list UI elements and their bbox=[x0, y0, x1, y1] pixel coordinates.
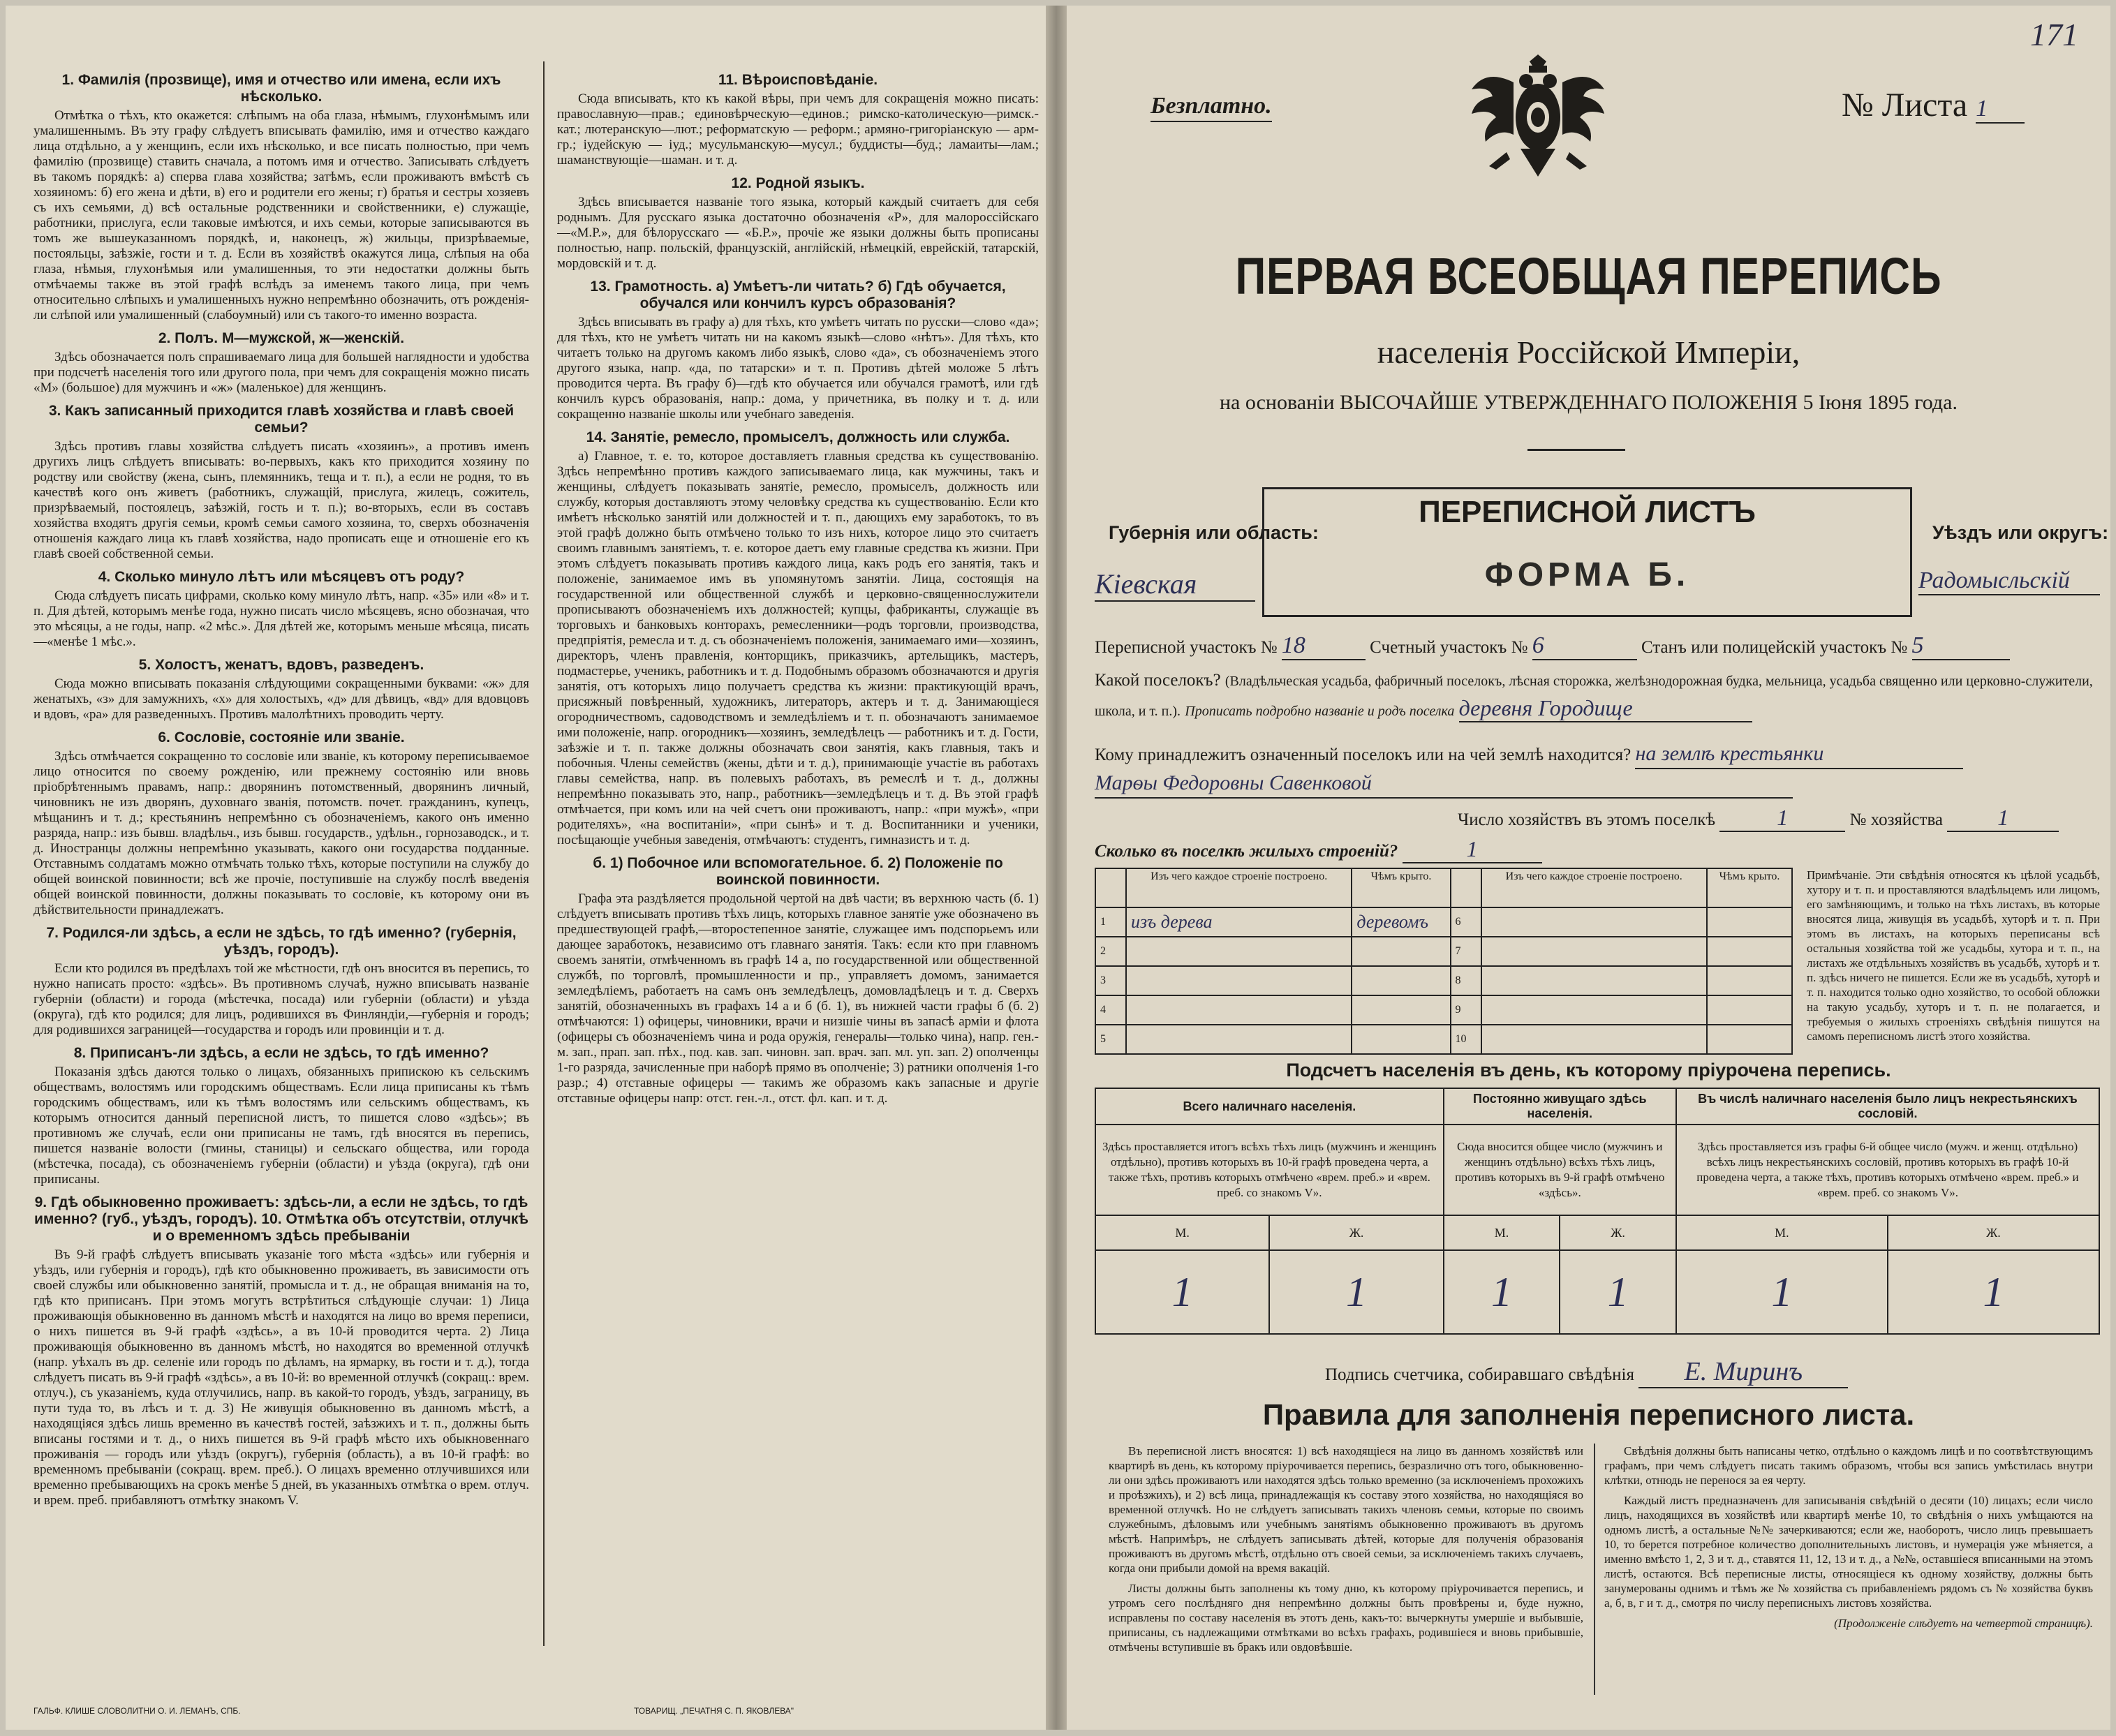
building-roof-cell[interactable] bbox=[1707, 1025, 1792, 1054]
building-roof-cell[interactable] bbox=[1352, 995, 1450, 1025]
households-count-label: Число хозяйствъ въ этомъ поселкѣ bbox=[1458, 810, 1716, 829]
instruction-section bbox=[557, 175, 1039, 272]
present-population-header: Всего наличнаго населенія. bbox=[1095, 1088, 1444, 1125]
guberniya-field[interactable]: Кіевская bbox=[1095, 567, 1255, 602]
table-row: 4 9 bbox=[1095, 995, 1792, 1025]
instruction-text: Здѣсь обозначается полъ спрашиваемаго лица для большей наглядности и удобства при подсчетѣ населенія того или другого пола, при чемъ для сокращенія можно писать «М» (большое) для мужчинъ и «ж» (маленькое) для женщинъ. bbox=[34, 350, 529, 395]
table-row: 3 8 bbox=[1095, 966, 1792, 995]
imperial-eagle-icon bbox=[1465, 47, 1611, 187]
building-material-cell[interactable] bbox=[1481, 937, 1707, 966]
archive-folio-number: 171 bbox=[2030, 17, 2078, 52]
settlement-field[interactable]: деревня Городище bbox=[1459, 695, 1752, 722]
instruction-heading: 11. Вѣроисповѣданіе. bbox=[718, 72, 878, 88]
instruction-section bbox=[557, 279, 1039, 422]
built-of-header-2: Изъ чего каждое строеніе построено. bbox=[1481, 868, 1707, 907]
population-count-table bbox=[1095, 1088, 2100, 1335]
counting-district-field[interactable]: 6 bbox=[1532, 632, 1637, 660]
title-divider bbox=[1527, 449, 1625, 451]
rules-column-2 bbox=[1604, 1444, 2093, 1709]
instruction-text: Отмѣтка о тѣхъ, кто окажется: слѣпымъ на оба глаза, нѣмымъ, глухонѣмымъ или умалишеннымъ. Въ эту графу слѣдуетъ вписывать фамилію, имя и отчество каждаго лица отдѣльно, а у женщинъ, если ихъ нѣсколько, и все писать полностью, при чемъ фамилію (прозвище) ставить сначала, а потомъ имя и отчество. Записывать слѣдуетъ въ такомъ порядкѣ: а) сперва глава хозяйства; затѣмъ, если проживаютъ вмѣстѣ съ хозяиномъ: б) его жена и дѣти, в) его и родители его жены; г) братья и сестры хозяевъ съ ихъ семьями, д) всѣ остальные родственники и свойственники, е) служащіе, работники, прислуга, если таковые имѣются, и ихъ семьи, которые записываются въ томъ же вышеуказанномъ порядкѣ, и, наконецъ, ж) жильцы, призрѣваемые, постояльцы, заѣзжіе, гости и т. д. Если въ хозяйствѣ окажутся лица, слѣпыя на оба глаза, нѣмыя, глухонѣмыя или умалишенныя, то эти недостатки должны быть отмѣчаемы также въ этой графѣ вслѣдъ за именемъ такого лица, при чемъ относительно слѣпыхъ и умалишенныхъ нужно непремѣнно обозначить, отъ рожденія-ли слѣпой или умалишенный (слабоумный) или съ такого-то именно возраста. bbox=[34, 108, 529, 322]
instruction-text: Здѣсь вписывать въ графу а) для тѣхъ, кто умѣетъ читать по русски—слово «да»; для тѣхъ, кто не умѣетъ читать ни на какомъ языкѣ—слово «нѣтъ». Для тѣхъ, кто читаетъ только на другомъ какомъ либо языкѣ, слово «да», съ обозначеніемъ этого другого языка, напр. «да, по татарски» и т. п. Противъ дѣтей моложе 5 лѣтъ проводится черта. Въ графу б)—гдѣ кто обучается или обучался грамотѣ, или гдѣ кончилъ курсъ образованія, напр.: дома, у причетника, въ полку и т. д. или сокращенно названіе школы или учебнаго заведенія. bbox=[557, 315, 1039, 422]
instruction-heading: 5. Холостъ, женатъ, вдовъ, разведенъ. bbox=[138, 657, 424, 673]
instruction-section bbox=[34, 72, 529, 323]
instruction-text: Показанія здѣсь даются только о лицахъ, обязанныхъ припискою къ сельскимъ обществамъ, волостямъ или городскимъ обществамъ. Если лица приписаны къ тѣмъ городскимъ обществамъ, или къ тѣмъ волостямъ или сельскимъ обществамъ, къ которымъ относится данный переписной листъ, то пишется слово «здѣсь»; въ противномъ же случаѣ, если они приписаны не тамъ, гдѣ вносятся въ перепись, пишется названіе волости (гмины, станицы) и сельскаго общества, или города (мѣстечка, посада), съ обозначеніемъ губерніи (области) и уѣзда (округа), гдѣ они приписаны. bbox=[34, 1064, 529, 1187]
census-district-field[interactable]: 18 bbox=[1282, 632, 1366, 660]
male-label: М. bbox=[1444, 1215, 1560, 1250]
permanent-female-field[interactable]: 1 bbox=[1560, 1250, 1676, 1334]
instruction-section bbox=[34, 330, 529, 396]
male-label: М. bbox=[1095, 1215, 1269, 1250]
instruction-text: Сюда можно вписывать показанія слѣдующими сокращенными буквами: «ж» для женатыхъ, «з» для замужнихъ, «х» для холостыхъ, «д» для дѣвицъ, «вд» для вдовцовъ и вдовъ, «ра» для разведенныхъ. Противъ малолѣтнихъ проводить черту. bbox=[34, 676, 529, 722]
permanent-population-desc: Сюда вносится общее число (мужчинъ и женщинъ отдѣльно) всѣхъ тѣхъ лицъ, противъ которыхъ въ 9-й графѣ отмѣчено «здѣсь». bbox=[1444, 1125, 1676, 1215]
instruction-section bbox=[34, 1045, 529, 1187]
signature-label: Подпись счетчика, собиравшаго свѣдѣнія bbox=[1325, 1365, 1634, 1384]
buildings-row bbox=[1095, 836, 1723, 863]
counting-district-label: Счетный участокъ № bbox=[1370, 638, 1528, 657]
instruction-heading: б. 1) Побочное или вспомогательное. б. 2) Положеніе по воинской повинности. bbox=[593, 855, 1003, 888]
instruction-section bbox=[34, 403, 529, 562]
rules-column-1 bbox=[1109, 1444, 1583, 1709]
building-material-cell[interactable] bbox=[1126, 966, 1352, 995]
instruction-text: Сюда вписывать, кто къ какой вѣры, при чемъ для сокращенія можно писать: православную—прав.; единовѣрческую—единов.; римско-католическую—римск.-кат.; лютеранскую—лют.; реформатскую — реформ.; армяно-григоріанскую — арм-гр.; іудейскую — іуд.; мусульманскую—мусул.; буддисты—буд.; ламаиты—лам.; шаманствующіе—шаман. и т. д. bbox=[557, 91, 1039, 168]
enumerator-signature-row bbox=[1325, 1356, 1848, 1388]
building-roof-cell[interactable] bbox=[1352, 966, 1450, 995]
book-spine bbox=[1046, 6, 1067, 1730]
free-of-charge-label: Безплатно. bbox=[1151, 93, 1272, 122]
column-divider bbox=[543, 61, 545, 1646]
instruction-heading: 8. Приписанъ-ли здѣсь, а если не здѣсь, то гдѣ именно? bbox=[73, 1045, 489, 1061]
building-roof-cell[interactable] bbox=[1707, 995, 1792, 1025]
settlement-label: Какой поселокъ? bbox=[1095, 671, 1221, 690]
instruction-section bbox=[34, 729, 529, 918]
buildings-count-label: Сколько въ поселкѣ жилыхъ строеній? bbox=[1095, 842, 1398, 861]
right-page bbox=[1067, 6, 2110, 1730]
instruction-heading: 3. Какъ записанный приходится главѣ хозяйства и главѣ своей семьи? bbox=[48, 403, 515, 436]
police-district-label: Станъ или полицейскій участокъ № bbox=[1641, 638, 1908, 657]
police-district-field[interactable]: 5 bbox=[1912, 632, 2010, 660]
present-male-field[interactable]: 1 bbox=[1095, 1250, 1269, 1334]
households-row bbox=[1458, 805, 2100, 832]
uezd-label: Уѣздъ или округъ: bbox=[1932, 522, 2109, 543]
present-population-desc: Здѣсь проставляется итогъ всѣхъ тѣхъ лицъ (мужчинъ и женщинъ отдѣльно), противъ которыхъ въ 10-й графѣ проведена черта, а также тѣхъ, противъ которыхъ отмѣчено «врем. преб.» и «врем. преб. со знакомъ V». bbox=[1095, 1125, 1444, 1215]
permanent-male-field[interactable]: 1 bbox=[1444, 1250, 1560, 1334]
instruction-section bbox=[34, 1194, 529, 1508]
household-number-label: № хозяйства bbox=[1849, 810, 1944, 829]
roofed-with-header: Чѣмъ крыто. bbox=[1352, 868, 1450, 907]
rules-divider bbox=[1594, 1444, 1595, 1695]
form-title: ПЕРЕПИСНОЙ ЛИСТЪ bbox=[1419, 495, 1756, 529]
building-material-cell[interactable] bbox=[1126, 995, 1352, 1025]
census-subtitle: населенія Россійской Имперіи, bbox=[1377, 334, 1800, 370]
form-title-box bbox=[1262, 487, 1912, 617]
owner-row bbox=[1095, 740, 2100, 799]
instruction-text: а) Главное, т. е. то, которое доставляетъ главныя средства къ существованію. Здѣсь непремѣнно противъ каждого записываемаго лица, как мужчины, такъ и женщины, слѣдуетъ показывать занятіе, ремесло, промыселъ, должность или службу, которыя доставляютъ этому человѣку средства къ существованію. Если кто имѣетъ нѣсколько занятій или должностей и т. п., дающихъ ему заработокъ, то въ этой графѣ должно быть отмѣчено только то изъ нихъ, которое лицо это считаетъ своимъ главнымъ занятіемъ, т. е. которое даетъ ему главные средства къ жизни. При этомъ слѣдуетъ показывать противъ каждого лица, какъ родъ его занятія, такъ и положеніе, занимаемое имъ въ упомянутомъ занятіи. Лица, состоящія на государственной или общественной службѣ и церковно-священнослужители прописываютъ обозначеніемъ ихъ должностей; купцы, фабриканты, служащіе въ торговыхъ и банковыхъ конторахъ, ремесленники—родъ торговли, производства, предпріятія, ремесла и т. д. съ обозначеніемъ положенія, занимаемаго ими—хозяинъ, директоръ, членъ правленія, конторщикъ, приказчикъ, артельщикъ, мастеръ, подмастерье, ученикъ, работникъ и т. д. Подобнымъ образомъ обозначаются и другія занятія, отъ которыхъ лицо получаетъ средства къ жизни: практикующій врачъ, присяжный повѣренный, художникъ, литераторъ, актеръ и т. д. Занимающіеся огородничествомъ, садоводствомъ и земледѣліемъ и т. п. обозначаютъ занимаемое ими положеніе, напр. огородникъ—хозяинъ, земледѣлецъ — работникъ и т. д. Гости, заѣзжіе и т. п. также должны обозначать свои занятія, какъ главныя, такъ и побочныя. Члены семействъ (жены, дѣти и т. д.), принимающіе участіе въ работахъ главы семейства, напр. въ полевыхъ работахъ, въ ремеслѣ и т. д., должны непремѣнно показывать это, напр., работникъ—земледѣлецъ и т. д. Въ этой графѣ отмѣчается, при комъ или на чей счетъ они проживаютъ, напр.: «при мужѣ», «при родителяхъ», «на воспитаніи», «при сынѣ» и т. д. Воспитанники и ученики, посѣщающіе учебныя заведенія, отмѣчаютъ: студентъ, гимназистъ и т. д. bbox=[557, 449, 1039, 847]
table-row: 1 изъ дерева деревомъ 6 bbox=[1095, 907, 1792, 937]
continuation-note: (Продолженіе слѣдуетъ на четвертой страницѣ). bbox=[1834, 1617, 2093, 1630]
instruction-section bbox=[34, 569, 529, 650]
rule-paragraph: Свѣдѣнія должны быть написаны четко, отдѣльно о каждомъ лицѣ и по соотвѣтствующимъ графамъ, при чемъ слѣдуетъ писать такимъ образомъ, чтобы вся запись умѣстилась внутри клѣтки, отнюдь не перенося за ея черту. bbox=[1604, 1444, 2093, 1487]
owner-field-line-2[interactable]: Марѳы Федоровны Савенковой bbox=[1095, 769, 1793, 799]
settlement-hint-2: Прописать подробно названіе и родъ поселка bbox=[1185, 704, 1455, 719]
roofed-with-header-2: Чѣмъ крыто. bbox=[1707, 868, 1792, 907]
instruction-heading: 7. Родился-ли здѣсь, а если не здѣсь, то гдѣ именно? (губернія, уѣздъ, городъ). bbox=[46, 925, 517, 958]
sheet-number-value[interactable]: 1 bbox=[1976, 96, 2025, 124]
rule-paragraph: Листы должны быть заполнены къ тому дню, къ которому пріурочивается перепись, и утромъ сего послѣдняго дня непремѣнно должны быть провѣрены и, буде нужно, исправлены по составу населенія въ этотъ день, какъ-то: вычеркнуты умершіе и выбывшіе, приписаны, съ надлежащими отмѣтками во всѣхъ графахъ, родившіеся и вновь прибывшіе, отмѣчены вступившіе въ бракъ или овдовѣвшіе. bbox=[1109, 1582, 1583, 1654]
non-peasant-population-header: Въ числѣ наличнаго населенія было лицъ некрестьянскихъ сословій. bbox=[1676, 1088, 2099, 1125]
rule-paragraph: Въ переписной листъ вносятся: 1) всѣ находящіеся на лицо въ данномъ хозяйствѣ или квартирѣ въ день, къ которому пріурочивается перепись, безразлично отъ того, обыкновенно-ли они здѣсь проживаютъ или находятся здѣсь только временно (за исключеніемъ прохожихъ и проѣзжихъ), и 2) всѣ лица, принадлежащія къ составу этого хозяйства, но находящіяся во временной отлучкѣ. Но не слѣдуетъ записывать такихъ членовъ семьи, которые по своимъ служебнымъ, дѣловымъ или учебнымъ занятіямъ обыкновенно проживаютъ въ другомъ мѣстѣ. Напримѣръ, не слѣдуетъ записывать дѣтей, которые для полученія образованія проживаютъ въ другомъ мѣстѣ, отдѣльно отъ своей семьи, за исключеніемъ такихъ случаевъ, когда они прибыли домой на время вакацій. bbox=[1109, 1444, 1583, 1575]
uezd-field[interactable]: Радомысльскій bbox=[1918, 567, 2100, 595]
building-roof-cell[interactable]: деревомъ bbox=[1352, 907, 1450, 937]
population-count-title: Подсчетъ населенія въ день, къ которому пріурочена перепись. bbox=[1286, 1060, 1891, 1081]
building-material-cell[interactable] bbox=[1481, 907, 1707, 937]
owner-field[interactable]: на землѣ крестьянки bbox=[1635, 740, 1963, 769]
buildings-table bbox=[1095, 868, 1793, 1055]
permanent-population-header: Постоянно живущаго здѣсь населенія. bbox=[1444, 1088, 1676, 1125]
printer-credit-right: ТОВАРИЩ. „ПЕЧАТНЯ С. П. ЯКОВЛЕВА" bbox=[634, 1706, 794, 1716]
non-peasant-population-desc: Здѣсь проставляется изъ графы 6-й общее число (мужч. и женщ. отдѣльно) всѣхъ лицъ некрестьянскихъ сословій, противъ которыхъ въ графѣ 10-й проведена черта, а также тѣхъ, противъ которыхъ отмѣчено «врем. преб.» и «врем. преб. со знакомъ V». bbox=[1676, 1125, 2099, 1215]
table-row: 2 7 bbox=[1095, 937, 1792, 966]
household-number-field[interactable]: 1 bbox=[1947, 805, 2059, 832]
building-material-cell[interactable] bbox=[1481, 1025, 1707, 1054]
instruction-section bbox=[557, 429, 1039, 848]
settlement-row bbox=[1095, 667, 2100, 725]
building-material-cell[interactable]: изъ дерева bbox=[1126, 907, 1352, 937]
instruction-heading: 13. Грамотность. а) Умѣетъ-ли читать? б) Гдѣ обучается, обучался или кончилъ курсъ образованія? bbox=[590, 279, 1006, 311]
district-numbers-row bbox=[1095, 632, 2100, 660]
instruction-section bbox=[34, 925, 529, 1038]
instruction-heading: 9. Гдѣ обыкновенно проживаетъ: здѣсь-ли, а если не здѣсь, то гдѣ именно? (губ., уѣздъ, городъ). 10. Отмѣтка объ отсутствіи, отлучкѣ и о временномъ здѣсь пребываніи bbox=[34, 1194, 529, 1244]
instruction-section bbox=[34, 657, 529, 722]
rule-paragraph: Каждый листъ предназначенъ для записыванія свѣдѣній о десяти (10) лицахъ; если число лицъ, находящихся въ хозяйствѣ или квартирѣ менѣе 10, то свѣдѣнія о нихъ умѣщаются на одномъ листѣ, а остальные №№ зачеркиваются; если же, наоборотъ, число лицъ превышаетъ 10, то берется потребное количество дополнительныхъ листовъ, и нумерація уже мѣняется, а именно вмѣсто 1, 2, 3 и т. д., ставятся 11, 12, 13 и т. д., а №№, оставшіеся вписанными на этомъ листѣ, остаются. Всѣ переписные листы, относящіеся къ одному хозяйству, должны быть занумерованы однимъ и тѣмъ же № хозяйства съ прибавленіемъ рядомъ съ № хозяйства буквъ а, б, в, г и т. д., смотря по числу переписныхъ листовъ хозяйства. bbox=[1604, 1494, 2093, 1610]
instruction-text: Здѣсь отмѣчается сокращенно то сословіе или званіе, къ которому переписываемое лицо относится по своему рожденію, или прежнему состоянію или вновь пріобрѣтеннымъ правамъ, напр.: дворянинъ потомственный, дворянинъ личный, чиновникъ не изъ дворянъ, духовнаго званія, потомств. почет. гражданинъ, купецъ, мѣщанинъ и т. д.; крестьянинъ непремѣнно съ обозначеніемъ, какого онъ именно разряда, напр.: изъ бывш. владѣльч., изъ бывш. государств., удѣльн., горнозаводск., и т. д. Иностранцы должны непремѣнно указывать, какого они государства подданные. Отставнымъ солдатамъ можно отмѣчать только тѣхъ, которые поступили на службу до общей воинской повинности; всѣ же прочіе, поступившіе на службу послѣ введенія общей воинской повинности, должны показывать то сословіе, къ которому они въ дѣйствительности принадлежатъ. bbox=[34, 749, 529, 917]
printer-credit-left: ГАЛЬФ. КЛИШЕ СЛОВОЛИТНИ О. И. ЛЕМАНЪ, СПБ. bbox=[34, 1706, 241, 1716]
buildings-count-field[interactable]: 1 bbox=[1403, 836, 1542, 863]
instruction-section bbox=[557, 72, 1039, 168]
female-label: Ж. bbox=[1888, 1215, 2099, 1250]
census-sheet bbox=[6, 6, 2110, 1730]
non-peasant-male-field[interactable]: 1 bbox=[1676, 1250, 1888, 1334]
building-material-cell[interactable] bbox=[1126, 937, 1352, 966]
instruction-heading: 12. Родной языкъ. bbox=[731, 175, 865, 191]
instruction-heading: 4. Сколько минуло лѣтъ или мѣсяцевъ отъ роду? bbox=[98, 569, 465, 585]
building-roof-cell[interactable] bbox=[1707, 907, 1792, 937]
form-subtitle: ФОРМА Б. bbox=[1484, 556, 1690, 593]
building-material-cell[interactable] bbox=[1481, 995, 1707, 1025]
female-label: Ж. bbox=[1560, 1215, 1676, 1250]
instruction-text: Графа эта раздѣляется продольной чертой на двѣ части; въ верхнюю часть (б. 1) слѣдуетъ вписывать противъ тѣхъ лицъ, которыхъ главное занятіе уже обозначено въ предшествующей графѣ,—второстепенное занятіе, служащее имъ подспорьемъ или дающее заработокъ, независимо отъ главнаго занятія. Такъ: если кто при главномъ своемъ занятіи, отмѣченномъ въ графѣ 14 а, по государственной или общественной службѣ, по торговлѣ, промышленности и пр., управляетъ домомъ, занимается земледѣліемъ, работаетъ на самъ онъ земледѣлецъ, домовладѣлецъ и т. д. Сверхъ занятій, обозначенныхъ въ графахъ 14 а и б (б. 1), въ нижней части графы б (б. 2) отмѣчаются: 1) офицеры, чиновники, врачи и низшіе чины въ запасѣ арміи и флота (офицеры съ обозначеніемъ чина и рода оружія, генералы—только чина), напр. ген.-м. зап., прап. зап. пѣх., под. кав. зап. чиновн. зап. врач. зап. мл. уп. зап. 2) ополченцы 1-го разряда, зачисленные при наборѣ прямо въ ополченіе; 3) ратники ополченія 1-го разр.; 4) отставные офицеры — такимъ же образомъ какъ запасные и другіе отставные офицеры напр: отст. ген.-л., отст. фл. кап. и т. д. bbox=[557, 891, 1039, 1106]
instruction-heading: 6. Сословіе, состояніе или званіе. bbox=[158, 729, 405, 745]
households-count-field[interactable]: 1 bbox=[1719, 805, 1845, 832]
building-roof-cell[interactable] bbox=[1707, 937, 1792, 966]
building-material-cell[interactable] bbox=[1481, 966, 1707, 995]
male-label: М. bbox=[1676, 1215, 1888, 1250]
owner-label: Кому принадлежитъ означенный поселокъ или на чей землѣ находится? bbox=[1095, 745, 1632, 764]
instruction-section bbox=[557, 855, 1039, 1106]
settlement-hint: (Владѣльческая усадьба, фабричный поселокъ, лѣсная сторожка, желѣзнодорожная будка, мельница, усадьба священно или церковно-служители, школа, и т. п.). bbox=[1095, 674, 2093, 719]
present-female-field[interactable]: 1 bbox=[1269, 1250, 1443, 1334]
building-roof-cell[interactable] bbox=[1707, 966, 1792, 995]
guberniya-label: Губернія или область: bbox=[1109, 522, 1319, 543]
instruction-text: Если кто родился въ предѣлахъ той же мѣстности, гдѣ онъ вносится въ перепись, то нужно написать просто: «здѣсь». Въ противномъ случаѣ, нужно вписывать названіе губерніи (области) и города (мѣстечка, посада) или губерніи (области) и уѣзда (округа), гдѣ кто родился; для лицъ, родившихся въ Финляндіи,—губернія и городъ; для родившихся заграницей—государства и городъ или провинціи и т. д. bbox=[34, 961, 529, 1037]
table-row: 5 10 bbox=[1095, 1025, 1792, 1054]
building-roof-cell[interactable] bbox=[1352, 937, 1450, 966]
sheet-number bbox=[1842, 86, 2025, 124]
instruction-text: Сюда слѣдуетъ писать цифрами, сколько кому минуло лѣтъ, напр. «35» или «8» и т. п. Для дѣтей, которымъ менѣе года, нужно писать число мѣсяцевъ, ясно обозначая, что это мѣсяцы, а не годы, напр. «2 мѣс.». Для дѣтей же, которымъ меньше мѣсяца, писать—«менѣе 1 мѣс.». bbox=[34, 588, 529, 649]
instruction-text: Здѣсь вписывается названіе того языка, который каждый считаетъ для себя роднымъ. Для русскаго языка достаточно обозначенія «Р», для малороссійскаго—«М.Р.», для бѣлорусскаго — «Б.Р.», прочіе же языки должны быть прописаны полностью, напр. польскій, французскій, англійскій, нѣмецкій, еврейскій, татарскій, мордовскій и т. д. bbox=[557, 195, 1039, 271]
left-page bbox=[6, 6, 1046, 1730]
rules-title: Правила для заполненія переписного листа. bbox=[1262, 1398, 1915, 1431]
instruction-heading: 2. Полъ. М—мужской, ж—женскій. bbox=[158, 330, 405, 346]
census-district-label: Переписной участокъ № bbox=[1095, 638, 1278, 657]
signature-field[interactable]: Е. Миринъ bbox=[1638, 1356, 1848, 1388]
female-label: Ж. bbox=[1269, 1215, 1443, 1250]
note-text: Примѣчаніе. Эти свѣдѣнія относятся къ цѣлой усадьбѣ, хутору и т. п. и проставляются владѣльцемъ или лицомъ, его замѣняющимъ, и только на тѣхъ листахъ, въ которые вносятся лица, живущія въ усадьбѣ, хуторѣ и т. п. При этомъ въ листахъ, на которыхъ переписаны всѣ остальныя хозяйства той же усадьбы, хутора и т. п., на листахъ же отдѣльныхъ хозяйствъ въ усадьбѣ, хуторѣ и т. п. здѣсь ничего не пишется. Если же въ усадьбѣ, хуторѣ и т. п. находится только одно хозяйство, то особой обложки на такую усадьбу, хуторъ и т. п. не полагается, и требуемыя о жилыхъ строеніяхъ свѣдѣнія пишутся на самомъ переписномъ листѣ этого хозяйства. bbox=[1807, 868, 2100, 1043]
instruction-heading: 14. Занятіе, ремесло, промыселъ, должность или служба. bbox=[586, 429, 1010, 445]
building-roof-cell[interactable] bbox=[1352, 1025, 1450, 1054]
sheet-number-label: № Листа bbox=[1842, 87, 1968, 124]
built-of-header: Изъ чего каждое строеніе построено. bbox=[1126, 868, 1352, 907]
instruction-text: Здѣсь противъ главы хозяйства слѣдуетъ писать «хозяинъ», а противъ именъ другихъ лицъ слѣдуетъ вписывать: во-первыхъ, какъ кто приходится хозяину по родству или свойству (жена, сынъ, племянникъ, теща и т. п.), а если не родня, то въ качествѣ кого онъ живетъ (работникъ, служащій, прислуга, жилецъ, сожитель, призрѣваемый, постоялецъ, заѣзжій, гость и т. п.); во-вторыхъ, если въ составъ хозяйства входятъ другія семьи, кромѣ семьи самого хозяина, то, сверхъ обозначенія отношенія каждаго лица къ главѣ хозяйства, надо прописать еще и отношеніе его къ главѣ своей собственной семьи. bbox=[34, 439, 529, 561]
instruction-heading: 1. Фамилія (прозвище), имя и отчество или имена, если ихъ нѣсколько. bbox=[61, 72, 501, 105]
non-peasant-female-field[interactable]: 1 bbox=[1888, 1250, 2099, 1334]
census-decree-line: на основаніи ВЫСОЧАЙШЕ УТВЕРЖДЕННАГО ПОЛОЖЕНІЯ 5 Іюня 1895 года. bbox=[1220, 391, 1958, 414]
instruction-text: Въ 9-й графѣ слѣдуетъ вписывать указаніе того мѣста «здѣсь» или губернія и уѣздъ, или губернія и городъ), гдѣ кто обыкновенно проживаетъ, въ зависимости отъ своей службы или обыкновенно занятій, промысла и т. д., не обращая вниманія на то, гдѣ кто приписанъ. При этомъ могутъ встрѣтиться слѣдующіе случаи: 1) Лица проживающія обыкновенно въ данномъ мѣстѣ и находятся на лицо во время переписи, о нихъ пишется въ 9-й графѣ «здѣсь», а въ 10-й проводится черта. 2) Лица проживающія обыкновенно въ данномъ мѣстѣ, но находятся во временной отлучкѣ (напр. уѣхалъ въ др. селеніе или городъ по дѣламъ, на ярмарку, въ гости и т. д.), тогда слѣдуетъ писать въ 9-й графѣ «здѣсь», а въ 10-й: во временной отлучкѣ (сокращ.: врем. отлуч.), съ указаніемъ, куда отлучились, напр. въ какой-то городъ, уѣздъ, заграницу, въ пути туда то, въ лѣсъ и т. д. 3) Не живущія обыкновенно въ данномъ мѣстѣ, а находящіяся здѣсь лишь временно въ качествѣ гостей, заѣзжихъ и т. п., должны быть вписаны гостями и т. д., о нихъ пишется въ 9-й графѣ мѣсто ихъ обыкновеннаго проживанія — городъ или уѣздъ (округъ), губернія (область), а въ 10-й графѣ: во временномъ пребываніи (сокращ. врем. преб.). О лицахъ временно отлучившихся или временно пребывающихъ на срокъ менѣе 5 дней, въ указанныхъ отмѣтка о врем. отлуч. и врем. преб. прибавляютъ отмѣтку знакомъ V. bbox=[34, 1247, 529, 1508]
census-title: ПЕРВАЯ ВСЕОБЩАЯ ПЕРЕПИСЬ bbox=[1235, 247, 1942, 305]
instructions-column-1 bbox=[34, 65, 529, 1691]
building-material-cell[interactable] bbox=[1126, 1025, 1352, 1054]
instructions-column-2 bbox=[557, 65, 1039, 1691]
